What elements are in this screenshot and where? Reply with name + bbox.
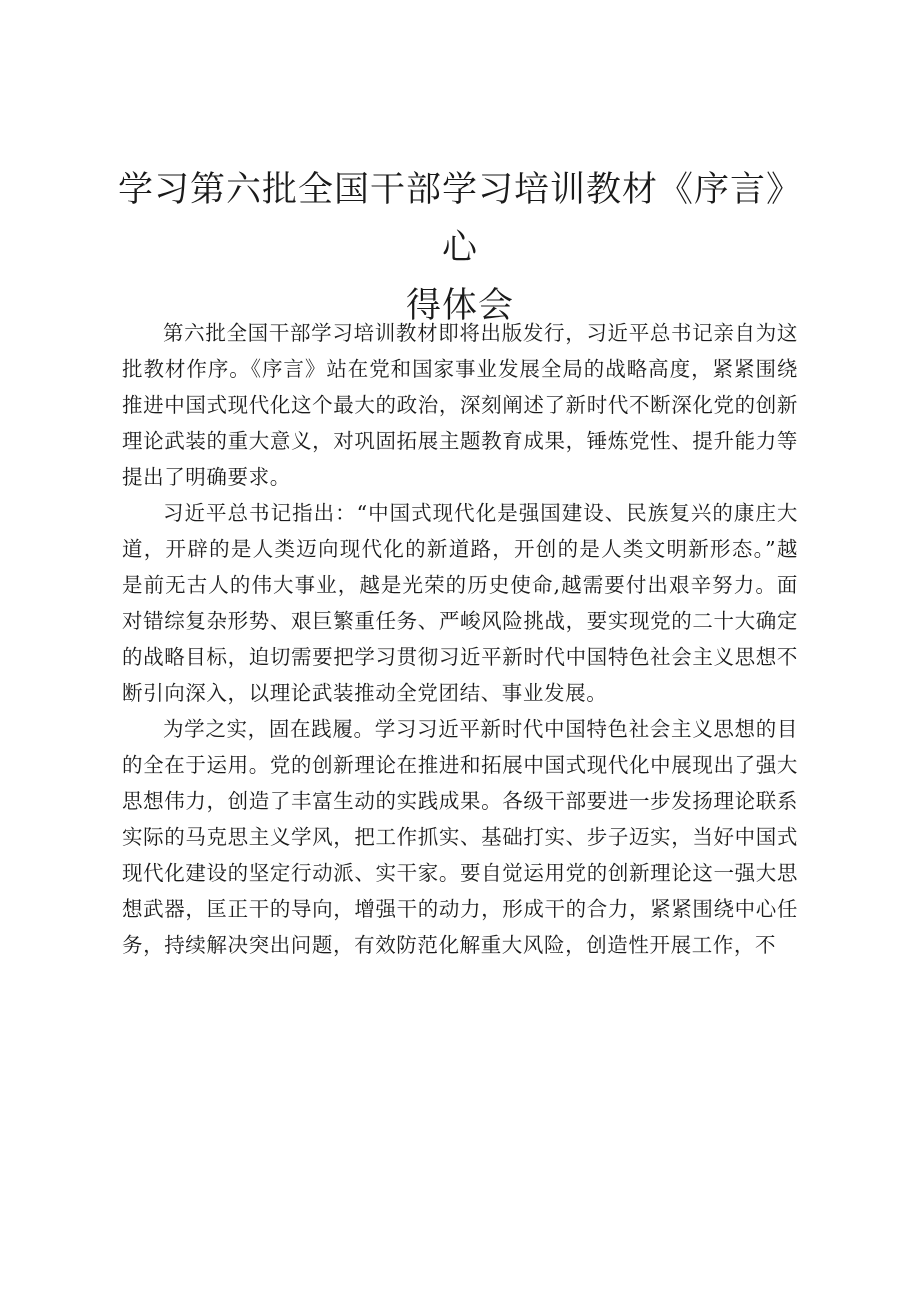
paragraph-2: 习近平总书记指出：“中国式现代化是强国建设、民族复兴的康庄大道，开辟的是人类迈向现代化的新道路，开创的是人类文明新形态。”越是前无古人的伟大事业，越是光荣的历史使命,越需要付出艰辛努力。面对错综复杂形势、艰巨繁重任务、严峻风险挑战，要实现党的二十大确定的战略目标，迫切需要把学习贯彻习近平新时代中国特色社会主义思想不断引向深入，以理论武装推动全党团结、事业发展。 bbox=[122, 501, 798, 705]
document-body bbox=[122, 315, 798, 963]
paragraph-1: 第六批全国干部学习培训教材即将出版发行，习近平总书记亲自为这批教材作序。《序言》站在党和国家事业发展全局的战略高度，紧紧围绕推进中国式现代化这个最大的政治，深刻阐述了新时代不断深化党的创新理论武装的重大意义，对巩固拓展主题教育成果，锤炼党性、提升能力等提出了明确要求。 bbox=[122, 321, 798, 489]
document-title bbox=[110, 161, 810, 335]
document-title-line-2: 得体会 bbox=[405, 286, 514, 326]
document-title-line-1: 学习第六批全国干部学习培训教材《序言》心 bbox=[117, 170, 802, 268]
paragraph-3: 为学之实，固在践履。学习习近平新时代中国特色社会主义思想的目的全在于运用。党的创新理论在推进和拓展中国式现代化中展现出了强大思想伟力，创造了丰富生动的实践成果。各级干部要进一步发扬理论联系实际的马克思主义学风，把工作抓实、基础打实、步子迈实，当好中国式现代化建设的坚定行动派、实干家。要自觉运用党的创新理论这一强大思想武器，匡正干的导向，增强干的动力，形成干的合力，紧紧围绕中心任务，持续解决突出问题，有效防范化解重大风险，创造性开展工作，不 bbox=[122, 717, 798, 957]
